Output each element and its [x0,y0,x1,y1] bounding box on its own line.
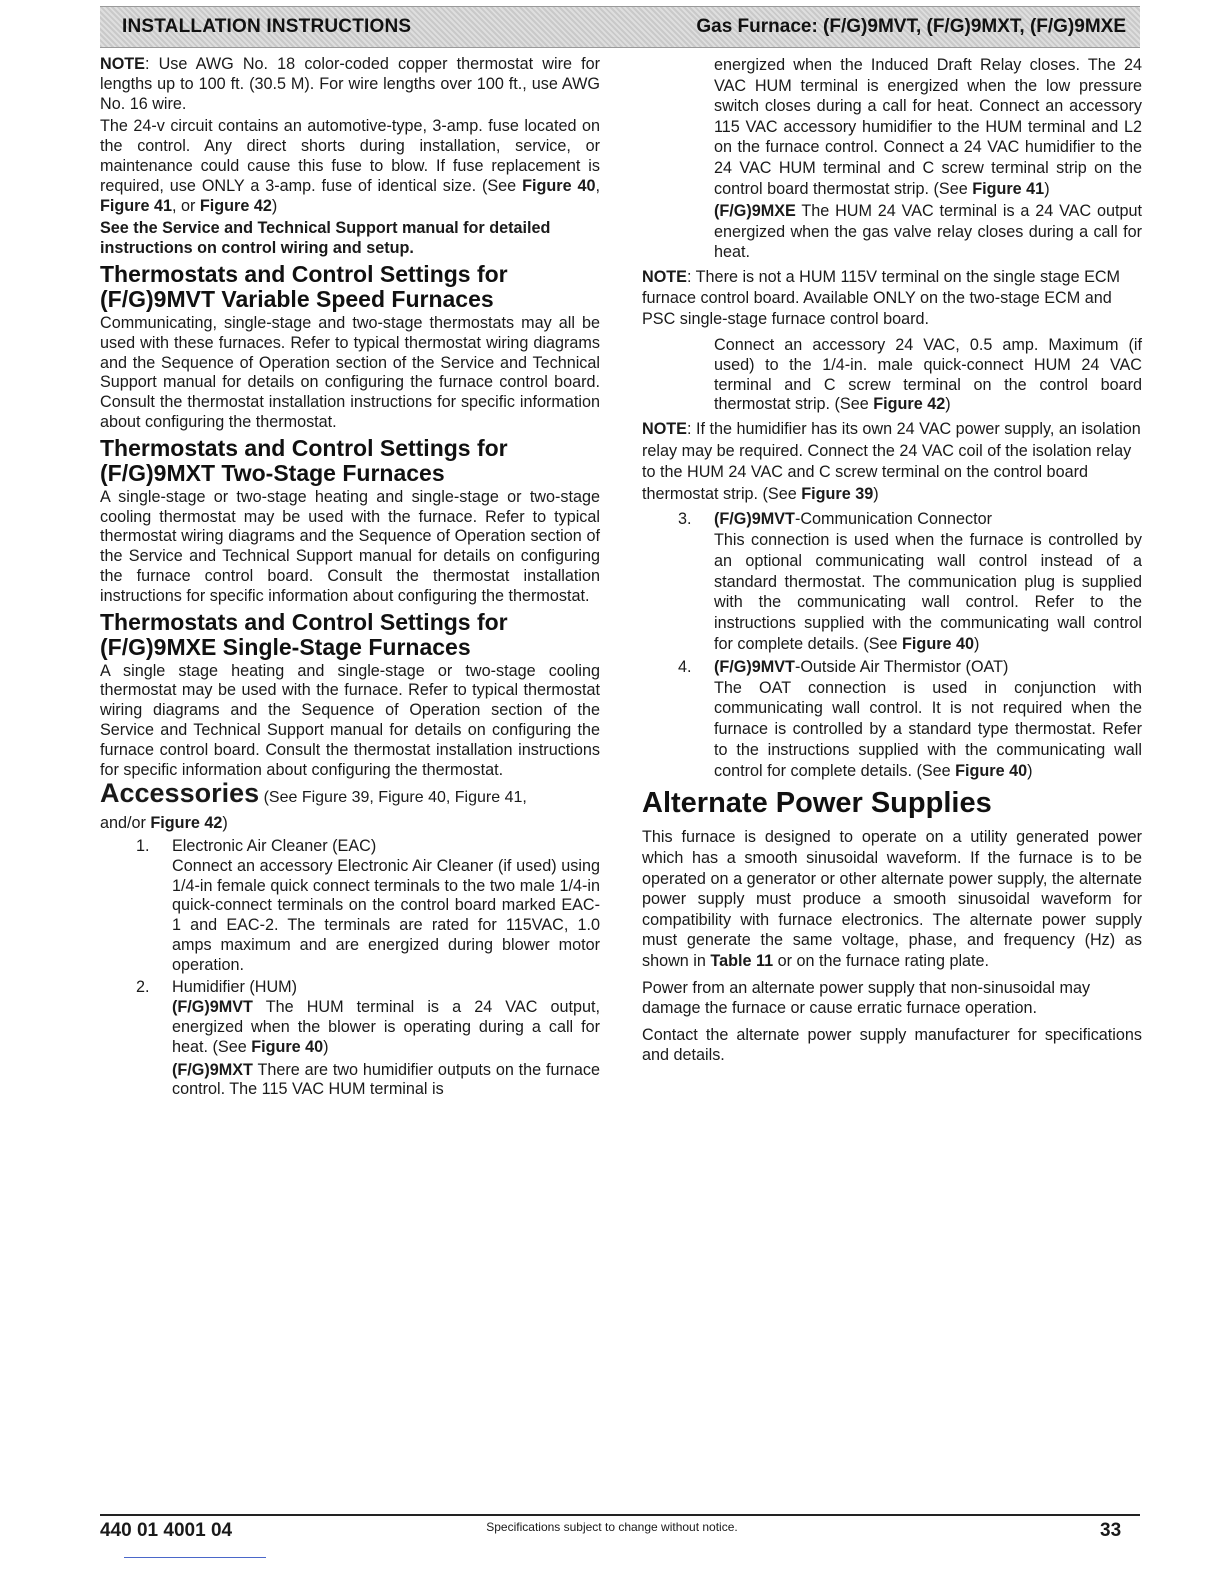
list-item-eac: 1. Electronic Air Cleaner (EAC) Connect an accessory Electronic Air Cleaner (if used) using 1/4-in female quick connect terminals to the two male 1/4-in quick-connect terminals on the control board marked EAC-1 and EAC-2. The terminals are rated for 115VAC, 1.0 amps maximum and are energized during blower motor operation. [136,836,600,974]
paragraph-mxt: A single-stage or two-stage heating and single-stage or two-stage cooling thermostat may be used with the furnace. Refer to typical thermostat wiring diagrams and the Sequence of Operation section of the Service and Technical Support manual for details on configuring the furnace control board. Consult the thermostat installation instructions for specific information about configuring the thermostat. [100,487,600,605]
hum-continued: energized when the Induced Draft Relay closes. The 24 VAC HUM terminal is energized when the low pressure switch closes during a call for heat. Connect an accessory 115 VAC accessory humidifier to the HUM terminal and L2 on the furnace control. Connect a 24 VAC humidifier to the 24 VAC HUM terminal and C screw terminal strip on the control board thermostat strip. (See Figure 41) [714,56,1142,198]
fuse-paragraph: The 24-v circuit contains an automotive-type, 3-amp. fuse located on the control. Any direct shorts during installation, service, or maintenance could cause this fuse to blow. If fuse replacement is required, use ONLY a 3-amp. fuse of identical size. (See Figure 40, Figure 41, or Figure 42) [100,117,600,215]
service-manual-note: See the Service and Technical Support manual for detailed instructions on control wiring and setup. [100,219,551,258]
note-wire: NOTE: Use AWG No. 18 color-coded copper thermostat wire for lengths up to 100 ft. (30.5 M). For wire lengths over 100 ft., use AWG No. 16 wire. [100,55,600,113]
right-column [642,55,1142,1068]
accessories-heading-cont: and/or Figure 42) [100,814,228,833]
list-item-hum: 2. Humidifier (HUM) (F/G)9MVT The HUM terminal is a 24 VAC output, energized when the blower is operating during a call for heat. (See Figure 40) (F/G)9MXT There are two humidifier outputs on the furnace control. The 115 VAC HUM terminal is [136,978,600,1099]
header-product: Gas Furnace: (F/G)9MVT, (F/G)9MXT, (F/G)9MXE [696,16,1126,37]
header-title: INSTALLATION INSTRUCTIONS [122,16,412,37]
note-single-stage: NOTE: There is not a HUM 115V terminal on the single stage ECM furnace control board. Available ONLY on the two-stage ECM and PSC single-stage furnace control board. [642,267,1121,328]
hum-mxe: (F/G)9MXE The HUM 24 VAC terminal is a 24 VAC output energized when the gas valve relay closes during a call for heat. [714,202,1142,262]
doc-number: 440 01 4001 04 [100,1520,233,1541]
note-isolation-relay: NOTE: If the humidifier has its own 24 VAC power supply, an isolation relay may be required. Connect the 24 VAC coil of the isolation relay to the HUM 24 VAC and C screw terminal on the control board thermostat strip. (See Figure 39) [642,420,1141,503]
accessories-heading: Accessories (See Figure 39, Figure 40, Figure 41, [100,778,527,809]
left-column [100,55,600,1103]
footer-notice: Specifications subject to change without notice. [486,1520,738,1534]
blue-underline [124,1557,266,1558]
alt-power-p1: This furnace is designed to operate on a utility generated power which has a smooth sinusoidal waveform. If the furnace is to be operated on a generator or other alternate power supply, the alternate power supply must produce a smooth sinusoidal waveform for compatibility with furnace electronics. The alternate power supply must generate the same voltage, phase, and frequency (Hz) as shown in Table 11 or on the furnace rating plate. [642,828,1142,971]
list-item-communication: 3. (F/G)9MVT-Communication Connector This connection is used when the furnace is controlled by an optional communicating wall control instead of a standard thermostat. The communication plug is supplied with the communicating wall control. Refer to the instructions supplied with the communicating wall control for complete details. (See Figure 40) [678,510,1142,653]
heading-mxt: Thermostats and Control Settings for (F/G)9MXT Two-Stage Furnaces [100,434,508,486]
heading-alternate-power: Alternate Power Supplies [642,787,992,820]
list-item-oat: 4. (F/G)9MVT-Outside Air Thermistor (OAT) The OAT connection is used in conjunction with communicating wall control. It is not required when the furnace is controlled by a standard type thermostat. Refer to the instructions supplied with the communicating wall control for complete details. (See Figure 40) [678,657,1142,780]
connect-24vac: Connect an accessory 24 VAC, 0.5 amp. Maximum (if used) to the 1/4-in. male quick-connect HUM 24 VAC terminal and C screw terminal on the control board thermostat strip. (See Figure 42) [714,335,1142,414]
paragraph-mxe: A single stage heating and single-stage or two-stage cooling thermostat may be used with the furnace. Refer to typical thermostat wiring diagrams and the Sequence of Operation section of the Service and Technical Support manual for details on configuring the furnace control board. Consult the thermostat installation instructions for specific information about configuring the thermostat. [100,661,600,779]
header-bar [100,6,1140,48]
footer-divider [100,1514,1140,1516]
page-number: 33 [1100,1520,1122,1541]
paragraph-mvt: Communicating, single-stage and two-stage thermostats may all be used with these furnaces. Refer to typical thermostat wiring diagrams and the Sequence of Operation section of the Service and Technical Support manual for details on configuring the furnace control board. Consult the thermostat installation instructions for specific information about configuring the thermostat. [100,313,600,431]
heading-mxe: Thermostats and Control Settings for (F/G)9MXE Single-Stage Furnaces [100,608,508,660]
alt-power-p3: Contact the alternate power supply manufacturer for specifications and details. [642,1025,1142,1065]
alt-power-p2: Power from an alternate power supply that non-sinusoidal may damage the furnace or cause erratic furnace operation. [642,978,1091,1018]
heading-mvt: Thermostats and Control Settings for (F/G)9MVT Variable Speed Furnaces [100,260,508,312]
